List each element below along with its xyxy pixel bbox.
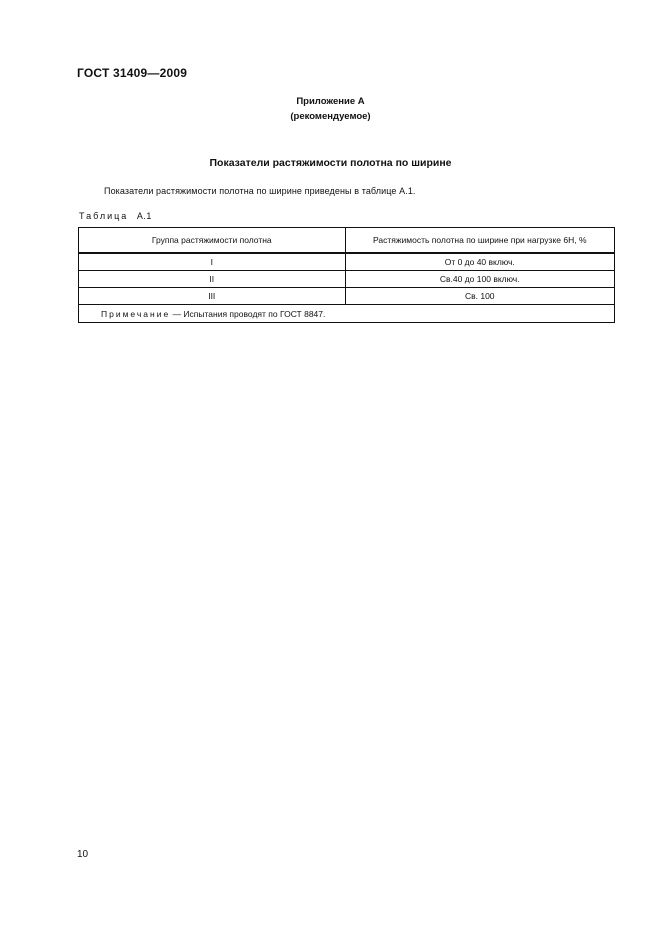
column-header-group: Группа растяжимости полотна [79, 228, 346, 254]
table-caption [79, 211, 152, 221]
table-row [79, 253, 615, 271]
table-note [79, 305, 615, 323]
intro-paragraph: Показатели растяжимости полотна по ширине приведены в таблице А.1. [104, 186, 416, 196]
table-header-row [79, 228, 615, 254]
group-cell: III [79, 288, 346, 305]
standard-code: ГОСТ 31409—2009 [77, 66, 188, 80]
table-row [79, 288, 615, 305]
note-label: Примечание [101, 308, 171, 319]
note-text: — Испытания проводят по ГОСТ 8847. [170, 308, 326, 319]
stretch-value-cell: Св.40 до 100 включ. [345, 271, 615, 288]
stretch-value-cell: От 0 до 40 включ. [345, 253, 615, 271]
stretch-value-cell: Св. 100 [345, 288, 615, 305]
annex-title: Показатели растяжимости полотна по ширине [209, 157, 452, 169]
table-caption-number: А.1 [136, 211, 152, 221]
group-cell: I [79, 253, 346, 271]
table-caption-word: Таблица [79, 211, 129, 221]
table-note-row [79, 305, 615, 323]
page-number: 10 [77, 849, 89, 860]
annex-status: (рекомендуемое) [290, 111, 371, 122]
group-cell: II [79, 271, 346, 288]
annex-label: Приложение А [296, 96, 365, 107]
stretch-table [78, 227, 615, 323]
annex-heading [0, 94, 661, 124]
table-row [79, 271, 615, 288]
column-header-stretch: Растяжимость полотна по ширине при нагрузке 6Н, % [345, 228, 615, 254]
